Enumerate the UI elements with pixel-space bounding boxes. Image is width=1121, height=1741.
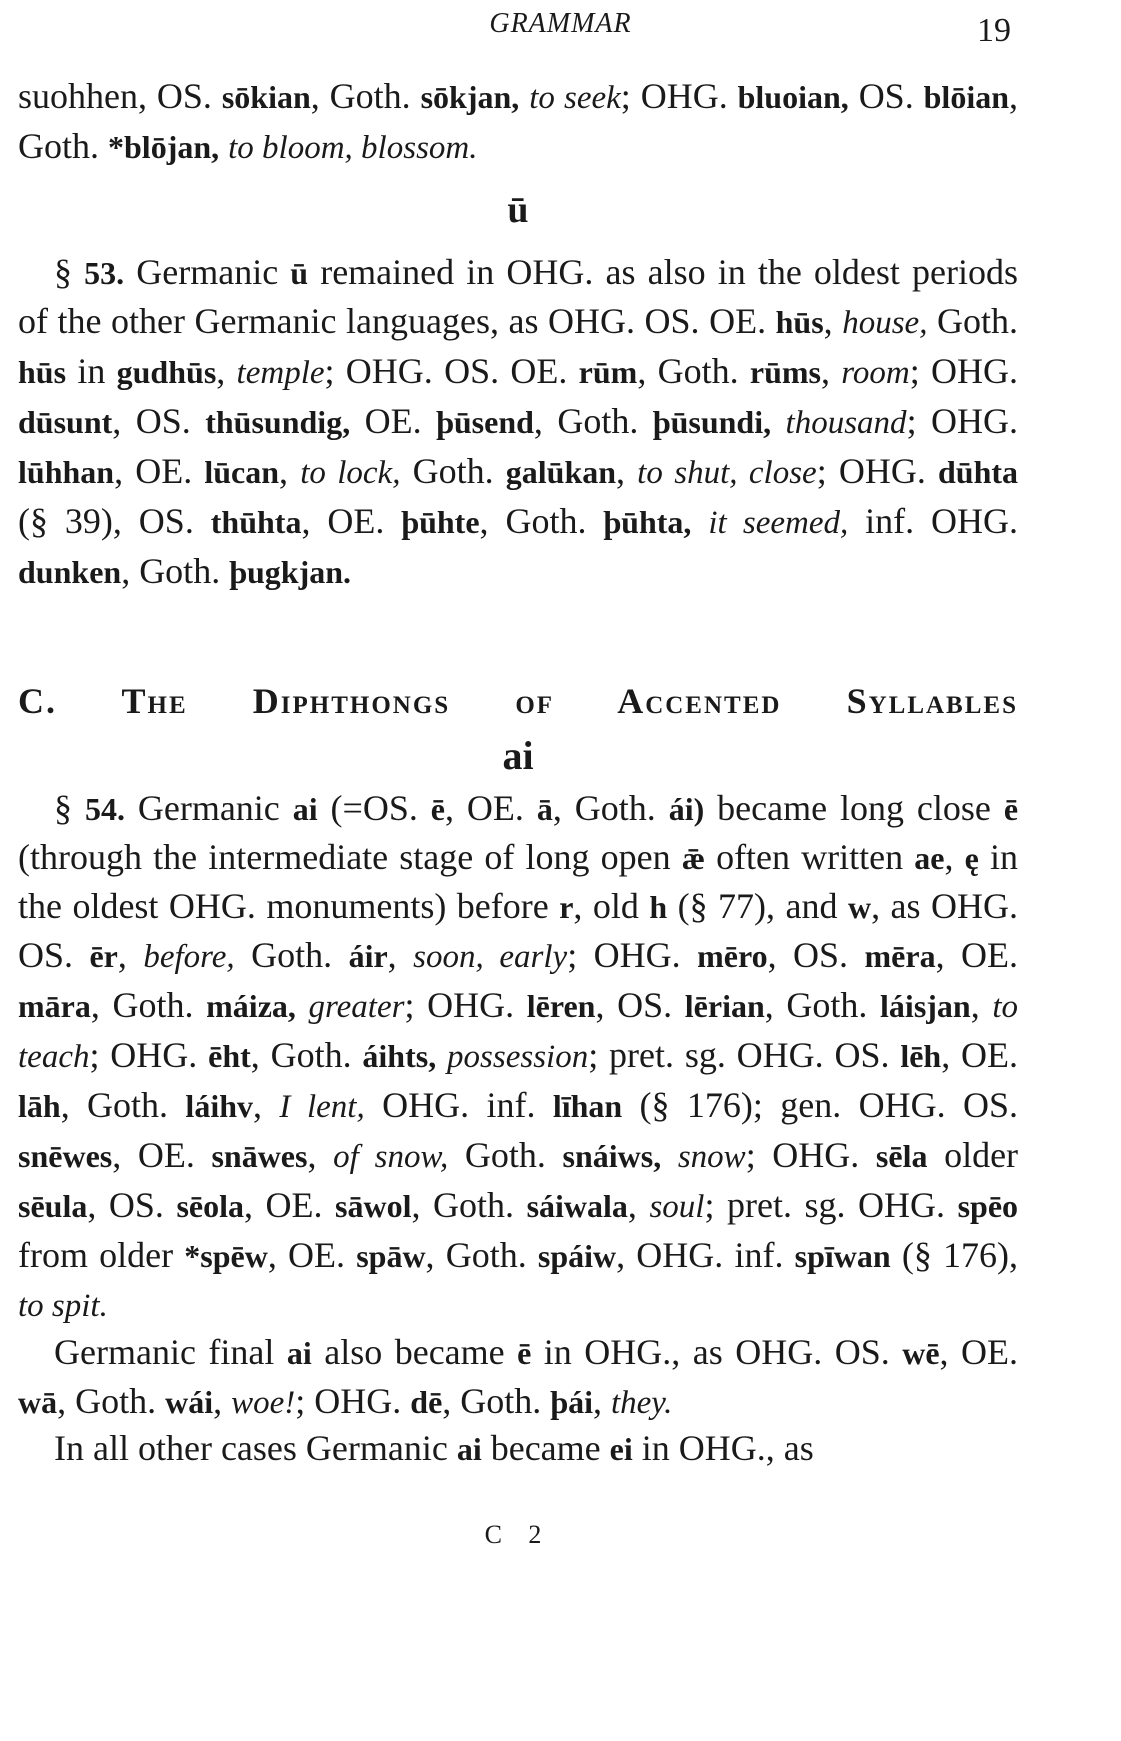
section-c-heading	[18, 680, 1018, 722]
final-ai-paragraph: Germanic final ai also became ē in OHG., as OHG. OS. wē, OE. wā, Goth. wái, woe!; OHG. dē, Goth. þái, they.	[18, 1332, 1019, 1421]
ai-heading: ai	[502, 733, 534, 778]
u-heading: ū	[507, 189, 529, 231]
section-54-paragraph: § 54. Germanic ai (=OS. ē, OE. ā, Goth. ái) became long close ē (through the intermediate stage of long open ǣ often written ae, ę in the oldest OHG. monuments) before r, old h (§ 77), and w, as OHG. OS. ēr, before, Goth. áir, soon, early; OHG. mēro, OS. mēra, OE. māra, Goth. máiza, greater; OHG. lēren, OS. lērian, Goth. láisjan, to teach; OHG. ēht, Goth. áihts, possession; pret. sg. OHG. OS. lēh, OE. lāh, Goth. láihv, I lent, OHG. inf. līhan (§ 176); gen. OHG. OS. snēwes, OE. snāwes, of snow, Goth. snáiws, snow; OHG. sēla older sēula, OS. sēola, OE. sāwol, Goth. sáiwala, soul; pret. sg. OHG. spēo from older *spēw, OE. spāw, Goth. spáiw, OHG. inf. spīwan (§ 176), to spit.	[18, 788, 1019, 1324]
signature-mark: C 2	[484, 1520, 552, 1549]
running-header: GRAMMAR	[489, 8, 632, 39]
page-number: 19	[977, 12, 1011, 49]
section-c-heading-text: C. The Diphthongs of Accented Syllables	[18, 681, 1018, 721]
other-cases-paragraph: In all other cases Germanic ai became ei in OHG., as	[54, 1428, 814, 1468]
intro-paragraph: suohhen, OS. sōkian, Goth. sōkjan, to seek; OHG. bluoian, OS. blōian, Goth. *blōjan, to bloom, blossom.	[18, 76, 1018, 166]
section-53-paragraph: § 53. Germanic ū remained in OHG. as also in the oldest periods of the other Germanic languages, as OHG. OS. OE. hūs, house, Goth. hūs in gudhūs, temple; OHG. OS. OE. rūm, Goth. rūms, room; OHG. dūsunt, OS. thūsundig, OE. þūsend, Goth. þūsundi, thousand; OHG. lūhhan, OE. lūcan, to lock, Goth. galūkan, to shut, close; OHG. dūhta (§ 39), OS. thūhta, OE. þūhte, Goth. þūhta, it seemed, inf. OHG. dunken, Goth. þugkjan.	[18, 252, 1019, 591]
